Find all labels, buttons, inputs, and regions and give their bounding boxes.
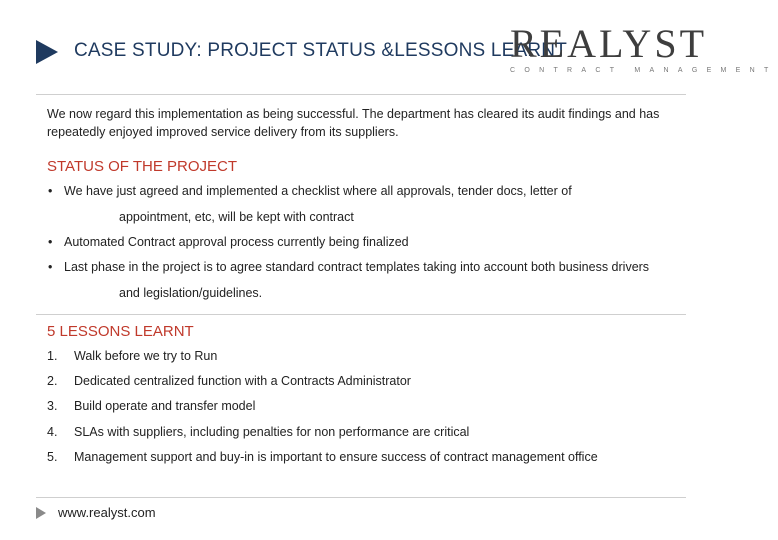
lesson-text: SLAs with suppliers, including penalties for non performance are critical (74, 425, 470, 439)
logo-subtitle: CONTRACT MANAGEMENT (510, 67, 778, 74)
intro-paragraph: We now regard this implementation as being successful. The department has cleared its audit findings and has repeatedly enjoyed improved service delivery from its suppliers. (47, 107, 660, 139)
lessons-heading: 5 LESSONS LEARNT (47, 323, 194, 340)
lesson-number: 2. (47, 374, 58, 388)
footer-arrow-icon (36, 507, 46, 519)
lesson-number: 1. (47, 349, 58, 363)
status-bullet (48, 260, 649, 274)
lesson-number: 4. (47, 425, 58, 439)
lesson-item (47, 349, 217, 363)
bullet-dot-icon: • (48, 260, 53, 274)
bullet-dot-icon: • (48, 184, 53, 198)
bullet-text: Automated Contract approval process currently being finalized (64, 235, 409, 249)
lesson-item (47, 399, 255, 413)
lesson-number: 3. (47, 399, 58, 413)
lesson-number: 5. (47, 450, 58, 464)
lesson-item (47, 425, 469, 439)
footer-divider (36, 497, 686, 498)
lesson-item (47, 450, 598, 464)
lesson-text: Walk before we try to Run (74, 349, 218, 363)
realyst-logo (510, 21, 778, 74)
bullet-continuation: appointment, etc, will be kept with contract (119, 210, 354, 224)
status-bullet (48, 184, 572, 198)
lesson-item (47, 374, 411, 388)
lesson-text: Dedicated centralized function with a Contracts Administrator (74, 374, 411, 388)
status-heading: STATUS OF THE PROJECT (47, 158, 238, 175)
bullet-text: We have just agreed and implemented a checklist where all approvals, tender docs, letter of (64, 184, 572, 198)
lesson-text: Build operate and transfer model (74, 399, 256, 413)
slide-title: CASE STUDY: PROJECT STATUS &LESSONS LEARNT (74, 40, 568, 61)
section-divider (36, 314, 686, 315)
logo-wordmark: REALYST (510, 21, 707, 66)
bullet-continuation: and legislation/guidelines. (119, 286, 263, 300)
website-link[interactable]: www.realyst.com (58, 505, 156, 520)
bullet-text: Last phase in the project is to agree standard contract templates taking into account both business drivers (64, 260, 650, 274)
header-divider (36, 94, 686, 95)
title-arrow-icon (36, 40, 58, 64)
bullet-dot-icon: • (48, 235, 53, 249)
lesson-text: Management support and buy-in is important to ensure success of contract management office (74, 450, 598, 464)
status-bullet (48, 235, 409, 249)
